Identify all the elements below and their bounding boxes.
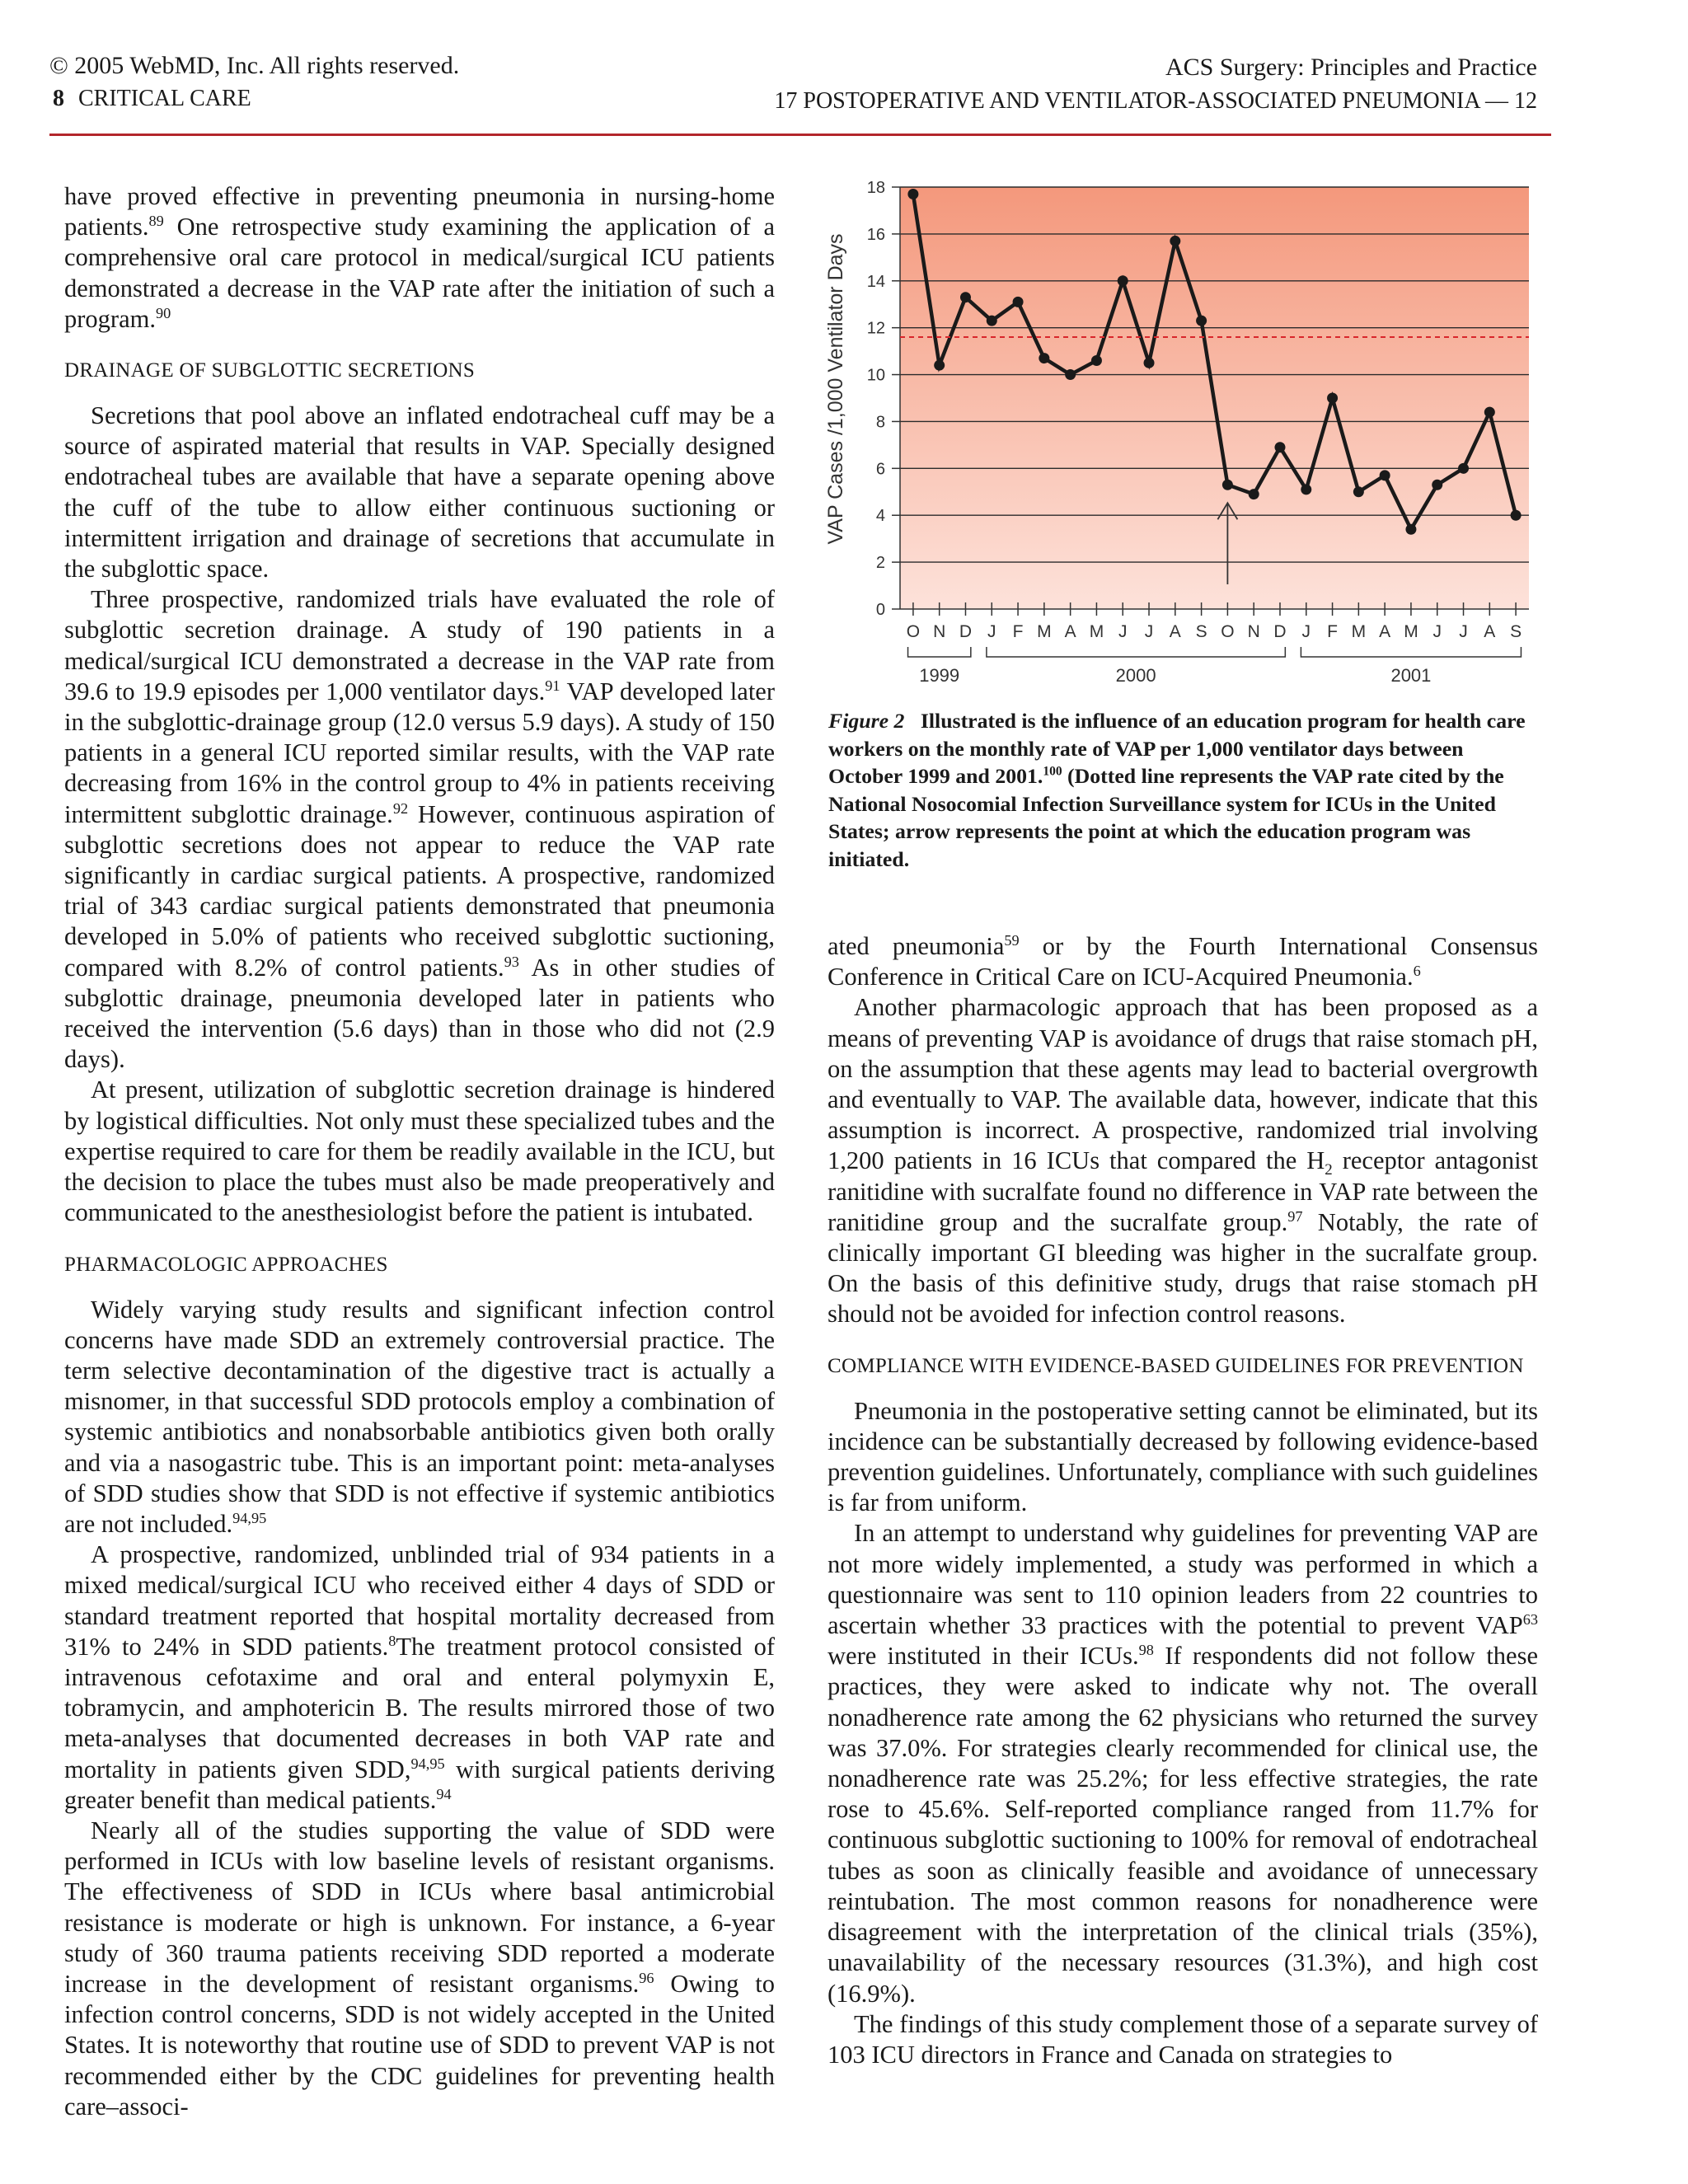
y-tick-label: 6 <box>875 460 885 479</box>
y-tick-label: 4 <box>875 507 885 526</box>
paragraph: A prospective, randomized, unblinded trial of 934 patients in a mixed medical/surgical ICU who received either 4 days of SDD or standard treatment reported that hospital mortality decreased from 31% to 24% in SDD patients.$^8$The treatment protocol consisted of intravenous cefotaxime and oral and enteral polymyxin E, tobramycin, and amphotericin B. The results mirrored those of two meta-analyses that documented decreases in both VAP rate and mortality in patients given SDD,$^{94,95}$ with surgical patients deriving greater benefit than medical patients.$^{94}$ <box>64 1540 775 1814</box>
year-label: 1999 <box>919 665 960 686</box>
y-tick-label: 16 <box>866 225 885 244</box>
x-tick-label: S <box>1195 622 1207 641</box>
data-point <box>1327 393 1338 404</box>
data-point <box>1405 524 1416 535</box>
subscript: 2 <box>1325 1161 1333 1179</box>
citation: 8 <box>388 1632 396 1649</box>
paragraph: have proved effective in preventing pneumonia in nursing-home patients.$^{89}$ One retrospective study examining the application of a comprehensive oral care protocol in medical/surgical ICU patients demonstrated a decrease in the VAP rate after the initiation of such a program.$^{90}$ <box>64 182 775 333</box>
right-column <box>828 931 1538 2070</box>
y-tick-label: 14 <box>866 272 885 291</box>
citation: 93 <box>504 953 519 970</box>
x-tick-label: D <box>959 622 973 641</box>
x-tick-label: O <box>906 622 921 641</box>
citation: 90 <box>155 304 171 321</box>
x-tick-label: A <box>1064 622 1076 641</box>
paragraph: Secretions that pool above an inflated endotracheal cuff may be a source of aspirated material that results in VAP. Specially designed endotracheal tubes are available that have a separate opening above the cuff of the tube to allow either continuous suctioning or intermittent irrigation and drainage of secretions that accumulate in the subglottic space. <box>64 401 775 583</box>
citation: 98 <box>1138 1642 1154 1659</box>
paragraph: ated pneumonia$^{59}$ or by the Fourth International Consensus Conference in Critical Care on ICU-Acquired Pneumonia.$^6$ <box>828 931 1538 991</box>
x-tick-label: J <box>1144 622 1154 641</box>
y-tick-label: 10 <box>866 366 885 385</box>
citation: 59 <box>1004 931 1020 949</box>
chapter-running-head: 17 POSTOPERATIVE AND VENTILATOR-ASSOCIATED PNEUMONIA — 12 <box>774 88 1537 114</box>
citation: 94,95 <box>232 1509 267 1526</box>
book-title: ACS Surgery: Principles and Practice <box>1165 54 1537 81</box>
x-tick-label: O <box>1221 622 1235 641</box>
year-label: 2001 <box>1390 665 1432 686</box>
data-point <box>1222 480 1233 490</box>
section-number: 8 <box>53 86 64 111</box>
data-point <box>1196 316 1207 326</box>
section-heading-pharmacologic: PHARMACOLOGIC APPROACHES <box>64 1253 388 1276</box>
year-bracket <box>908 647 971 657</box>
header-rule <box>49 134 1551 136</box>
x-tick-label: M <box>1351 622 1367 641</box>
y-tick-label: 8 <box>875 413 885 432</box>
x-tick-label: M <box>1089 622 1104 641</box>
figure-2-chart <box>816 177 1541 705</box>
data-point <box>1458 463 1469 474</box>
x-tick-label: D <box>1273 622 1287 641</box>
citation: 92 <box>392 799 409 817</box>
x-tick-label: A <box>1379 622 1391 641</box>
y-tick-label: 0 <box>875 601 885 619</box>
data-point <box>1065 369 1076 380</box>
data-point <box>907 189 918 199</box>
citation: 94 <box>436 1785 452 1802</box>
data-point <box>1511 510 1522 521</box>
data-point <box>1249 489 1259 499</box>
y-axis-label: VAP Cases /1,000 Ventilator Days <box>824 233 847 545</box>
left-column <box>64 181 775 2122</box>
citation: 91 <box>545 677 560 694</box>
citation: 94,95 <box>410 1755 445 1772</box>
x-tick-label: M <box>1404 622 1418 641</box>
data-point <box>1039 353 1049 363</box>
data-point <box>960 292 971 302</box>
x-tick-label: F <box>1012 622 1024 641</box>
data-point <box>1170 236 1180 246</box>
paragraph: Pneumonia in the postoperative setting cannot be eliminated, but its incidence can be substantially decreased by following evidence-based prevention guidelines. Unfortunately, compliance with such guidelines is far from uniform. <box>828 1396 1538 1517</box>
data-point <box>1091 355 1102 366</box>
data-point <box>1353 486 1364 497</box>
x-tick-label: N <box>933 622 946 641</box>
x-tick-label: J <box>1432 622 1442 641</box>
x-tick-label: N <box>1247 622 1260 641</box>
y-tick-label: 12 <box>866 319 885 338</box>
paragraph: In an attempt to understand why guidelines for preventing VAP are not more widely implemented, a study was performed in which a questionnaire was sent to 110 opinion leaders from 22 countries to ascertain whether 33 practices with the potential to prevent VAP$^{63}$ were instituted in their ICUs.$^{98}$ If respondents did not follow these practices, they were asked to indicate why not. The overall nonadherence rate among the 62 physicians who returned the survey was 37.0%. For strategies clearly recommended for clinical use, the nonadherence rate was 25.2%; for less effective strategies, the rate rose to 45.6%. Self-reported compliance ranged from 11.7% for continuous subglottic suctioning to 100% for removal of endotracheal tubes as soon as clinically feasible and avoidance of unnecessary reintubation. The most common reasons for nonadherence were disagreement with the interpretation of the clinical trials (35%), unavailability of the necessary resources (31.3%), and high cost (16.9%). <box>828 1519 1538 2008</box>
section-name: CRITICAL CARE <box>78 86 251 111</box>
x-tick-label: A <box>1169 622 1181 641</box>
x-tick-label: S <box>1510 622 1522 641</box>
paragraph: Another pharmacologic approach that has been proposed as a means of preventing VAP is avoidance of drugs that raise stomach pH, on the assumption that these agents may lead to bacterial overgrowth and eventually to VAP. The available data, however, indicate that this assumption is incorrect. A prospective, randomized trial involving 1,200 patients in 16 ICUs that compared the $H_2$ receptor antagonist ranitidine with sucralfate found no difference in VAP rate between the ranitidine group and the sucralfate group.$^{97}$ Notably, the rate of clinically important GI bleeding was higher in the sucralfate group. On the basis of this definitive study, drugs that raise stomach pH should not be avoided for infection control reasons. <box>828 993 1538 1329</box>
y-tick-label: 18 <box>866 179 885 197</box>
data-point <box>934 360 945 371</box>
data-point <box>1144 358 1155 368</box>
y-tick-label: 2 <box>875 554 885 573</box>
citation: 89 <box>148 213 164 230</box>
section-heading <box>53 84 251 114</box>
x-tick-label: J <box>1301 622 1311 641</box>
x-tick-label: J <box>1459 622 1468 641</box>
section-heading-compliance: COMPLIANCE WITH EVIDENCE-BASED GUIDELINES FOR PREVENTION <box>828 1354 1524 1377</box>
data-point <box>987 316 997 326</box>
data-point <box>1274 442 1285 452</box>
copyright-notice: © 2005 WebMD, Inc. All rights reserved. <box>49 52 460 79</box>
figure-caption: Figure 2 Illustrated is the influence of an education program for health care workers on the monthly rate of VAP per 1,000 ventilator days between October 1999 and 2001.$^{100}$ (Dotted line represents the VAP rate cited by the National Nosocomial Infection Surveillance system for ICUs in the United States; arrow represents the point at which the education program was initiated. <box>828 709 1526 871</box>
year-bracket <box>987 647 1285 657</box>
figure-label: Figure 2 <box>828 709 905 733</box>
x-tick-label: J <box>987 622 996 641</box>
data-point <box>1484 407 1495 418</box>
data-point <box>1301 484 1311 494</box>
year-bracket <box>1301 647 1521 657</box>
citation: 100 <box>1043 764 1062 779</box>
section-heading-subglottic: DRAINAGE OF SUBGLOTTIC SECRETIONS <box>64 359 476 382</box>
year-label: 2000 <box>1115 665 1156 686</box>
paragraph: The findings of this study complement those of a separate survey of 103 ICU directors in France and Canada on strategies to <box>828 2009 1538 2069</box>
line-chart <box>816 177 1541 705</box>
paragraph: Three prospective, randomized trials have evaluated the role of subglottic secretion drainage. A study of 190 patients in a medical/surgical ICU demonstrated a decrease in the VAP rate from 39.6 to 19.9 episodes per 1,000 ventilator days.$^{91}$ VAP developed later in the subglottic-drainage group (12.0 versus 5.9 days). A study of 150 patients in a general ICU reported similar results, with the VAP rate decreasing from 16% in the control group to 4% in patients receiving intermittent subglottic drainage.$^{92}$ However, continuous aspiration of subglottic secretions does not appear to reduce the VAP rate significantly in cardiac surgical patients. A prospective, randomized trial of 343 cardiac surgical patients demonstrated that pneumonia developed in 5.0% of patients who received subglottic suctioning, compared with 8.2% of control patients.$^{93}$ As in other studies of subglottic drainage, pneumonia developed later in patients who received the intervention (5.6 days) than in those who did not (2.9 days). <box>64 585 775 1074</box>
paragraph: Widely varying study results and significant infection control concerns have made SDD an extremely controversial practice. The term selective decontamination of the digestive tract is actually a misnomer, in that successful SDD protocols employ a combination of systemic antibiotics and nonabsorbable antibiotics given both orally and via a nasogastric tube. This is an important point: meta-analyses of SDD studies show that SDD is not effective if systemic antibiotics are not included.$^{94,95}$ <box>64 1295 775 1538</box>
x-tick-label: J <box>1118 622 1128 641</box>
data-point <box>1118 275 1128 286</box>
data-point <box>1432 480 1442 490</box>
x-tick-label: F <box>1327 622 1338 641</box>
citation: 6 <box>1413 963 1421 980</box>
citation: 63 <box>1522 1610 1538 1628</box>
paragraph: Nearly all of the studies supporting the value of SDD were performed in ICUs with low baseline levels of resistant organisms. The effectiveness of SDD in ICUs where basal antimicrobial resistance is moderate or high is unknown. For instance, a 6-year study of 360 trauma patients receiving SDD reported a moderate increase in the development of resistant organisms.$^{96}$ Owing to infection control concerns, SDD is not widely accepted in the United States. It is noteworthy that routine use of SDD to prevent VAP is not recommended either by the CDC guidelines for preventing health care–associ- <box>64 1816 776 2121</box>
data-point <box>1013 297 1024 307</box>
citation: 96 <box>639 1969 654 1986</box>
data-point <box>1380 470 1390 480</box>
citation: 97 <box>1287 1207 1303 1225</box>
x-tick-label: A <box>1484 622 1496 641</box>
x-tick-label: M <box>1037 622 1052 641</box>
paragraph: At present, utilization of subglottic secretion drainage is hindered by logistical difficulties. Not only must these specialized tubes and the expertise required to care for them be readily available in the ICU, but the decision to place the tubes must also be made preoperatively and communicated to the anesthesiologist before the patient is intubated. <box>64 1076 775 1227</box>
